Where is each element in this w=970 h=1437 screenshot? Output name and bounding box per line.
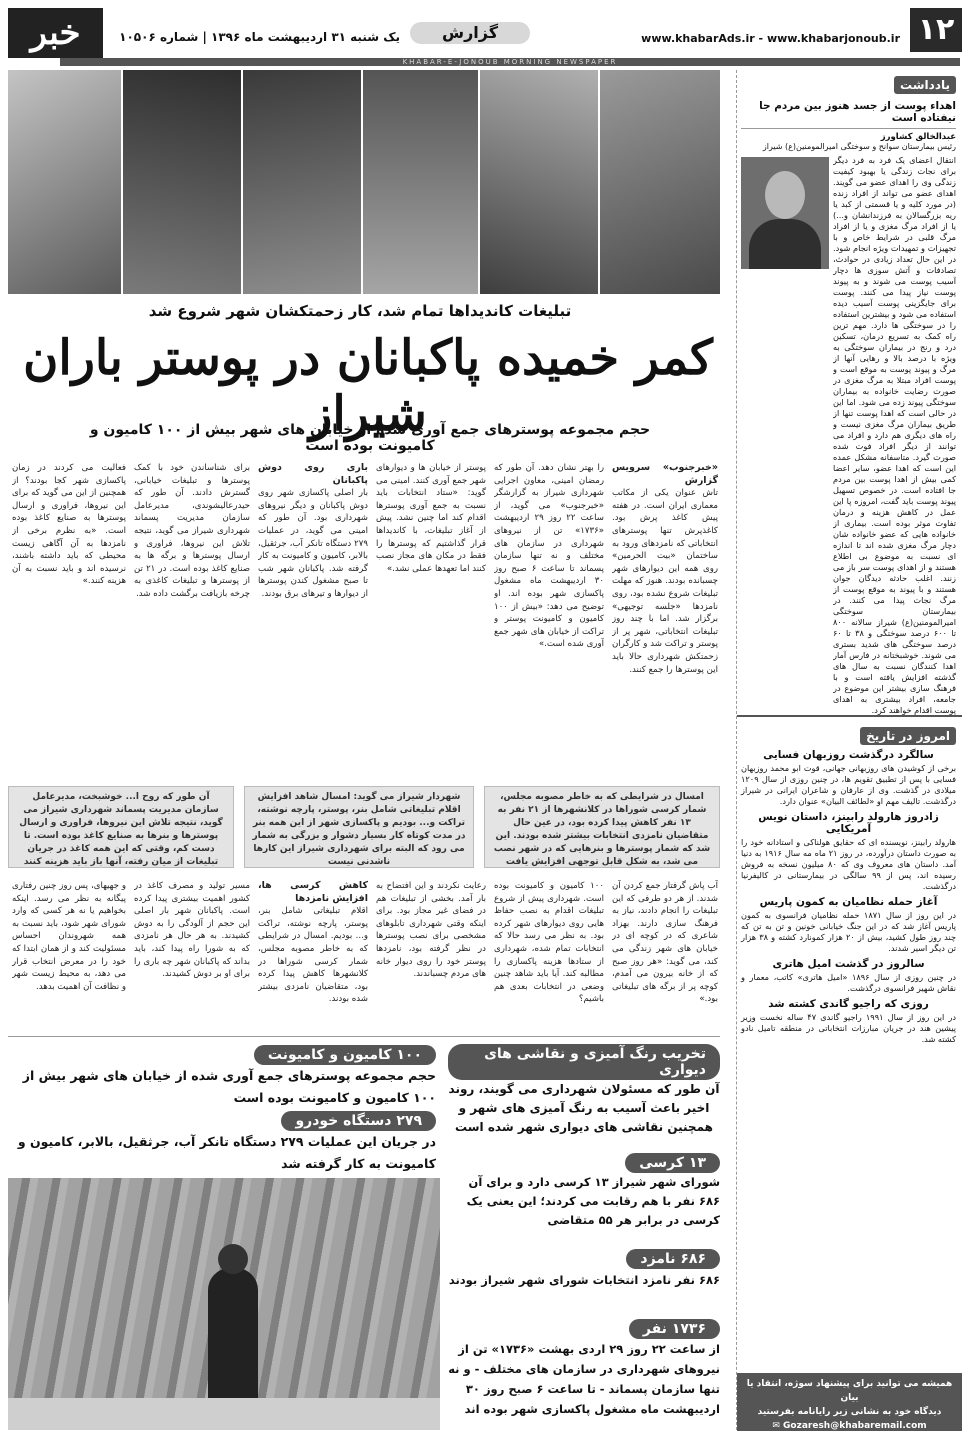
history-item-title: روزی که راجیو گاندی کشته شد [768,998,929,1010]
info-box-text: حجم مجموعه پوسترهای جمع آوری شده از خیابان های شهر بیش از ۱۰۰ کامیون و کامیونت بوده است [22,1068,436,1105]
article-column [12,462,126,762]
contact-email[interactable] [737,1419,962,1433]
contact-line-1: همیشه می توانید برای پیشنهاد سوژه، انتقاد یا بیان [746,1379,953,1403]
info-box [448,1044,720,1134]
street-photo [6,70,121,294]
column-text: رعایت نکردند و این افتضاح به بار آمد. بخشی از تبلیغات هم در فضای غیر مجاز بود. برای اینکه وقتی شهرداری تابلوهای مشخصی برای نصب پوسترها در نظر گرفته بود، نامزدها پوستر خود را روی دیوار خانه های مردم چسباندند. [376,881,486,980]
note-author-role: رئیس بیمارستان سوانح و سوختگی امیرالمومنین(ع) شیراز [762,142,956,151]
street-photo [121,70,241,294]
column-text: مسیر تولید و مصرف کاغذ در کشور اهمیت بیشتری پیدا کرده است. پاکبانان شهر بار اصلی این حجم از آلودگی را به دوش کشیدند. به هر حال هر نامزدی که به شورا راه پیدا کند، باید بداند که پاکبانان شهر چه باری را برای او بر دوش کشیدند. [134,881,250,980]
envelope-icon: ✉ [772,1421,784,1431]
info-box-text: از ساعت ۲۲ روز ۲۹ اردی بهشت «۱۷۳۶» تن از نیروهای شهرداری در سازمان های مختلف - و نه تنها سازمان پسماند - تا ساعت ۶ صبح روز ۳۰ اردیبهشت ماه مشغول پاکسازی شهر بوده اند [448,1342,720,1416]
history-item-title: سالروز در گذشت امیل هاتری [772,958,925,970]
history-item [741,896,956,954]
info-box-label: ۱۰۰ کامیون و کامیونت [254,1045,436,1065]
column-subhead: باری روی دوش پاکبانان [258,462,368,486]
column-text: و جهیهای، پس روز چنین رفتاری پیگانه به نظر می رسد. اینکه بخواهیم یا نه هر کسی که وارد شورای شهر شود، باید نسبت به همه شهروندان احساس مسئولیت کند و از همان ابتدا که خود را در معرض انتخاب قرار می دهد، به محیط زیست شهر و نظافت آن اهمیت بدهد. [12,881,126,992]
masthead-subbar: KHABAR-E-JONOUB MORNING NEWSPAPER [60,58,960,66]
column-text: ۱۰۰ کامیون و کامیونت بوده است. شهرداری پیش از شروع تبلیغات اقدام به نصب حفاظ هایی روی دیوارهای شهر کرده بود. به نظر می رسد حالا که انتخابات تمام شده، شهرداری از ستادها هزینه پاکسازی را مطالبه کند. آیا باید شاهد چنین وضعی در انتخابات بعدی هم باشیم؟ [494,881,604,1005]
history-item-title: سالگرد درگذشت روزبهان فسایی [763,749,934,761]
callout-quote: امسال در شرایطی که به خاطر مصوبه مجلس، شمار کرسی شوراها در کلانشهرها از ۲۱ نفر به ۱۳ نفر کاهش پیدا کرده بود، در عین حال متقاضیان نامزدی انتخابات بیشتر شده بودند. این شد که شمار پوسترها و بنرهایی که در شهر نصب می شد، به شکل قابل توجهی افزایش یافت [484,786,720,868]
column-text: فعالیت می کردند در زمان پاکسازی شهر کجا بودند؟ از همچنین از این می گوید که برای این نیروها، فراوری و ارسال پوسترها به صنایع کاغذ بوده است. «به نظرم برخی از نامزدها به آن آگاهی زیست محیطی که باید داشته باشند، نرسیده اند و باید نسبت به آن هزینه کنند.» [12,463,126,587]
history-item [741,749,956,807]
history-item-title: زادروز هارولد رابینز، داستان نویس آمریکایی [758,811,939,835]
info-box [448,1318,720,1428]
history-item-body: در این روز از سال ۱۸۷۱ حمله نظامیان فرانسوی به کمون پاریس آغاز شد که در این جنگ خیابانی خونین و تن به تن که چند روز طول کشید، بیش از ۲۰ هزار کمونارد کشته و ۳۸ هزار تن دیگر اسیر شدند. [741,910,956,953]
note-body: انتقال اعضای یک فرد به فرد دیگر برای نجات زندگی یا بهبود کیفیت زندگی وی را اهدای عضو می گویند. اهدای عضو می تواند از افراد زنده (در مورد کلیه و یا قسمتی از کبد یا ریه بزرگسالان به فرزندانشان و...) یا از افراد مرگ مغزی و یا از افراد مرگ قلبی در شرایط خاص و با تجهیزات و تمهیدات ویژه انجام شود. در این حال تعداد زیادی در حوادث، تصادفات و آتش سوزی ها دچار آسیب پوست می شوند و به پیوند پوست نیاز پیدا می کنند. پوست برای جایگزینی پوست آسیب دیده استفاده می شود و بیشترین استفاده را در سوختگی ها دارد. مهم ترین راه کمک به تسریع درمان، تسکین درد و رنج در بیماران سوختگی به ویژه با درصد بالا و رهایی آنها از مرگ و پیوند پوست به موقع است و پوست افراد مبتلا به مرگ مغزی در صورت رضایت خانواده به بیماران سوختگی پیوند زده می شود. اما این در حالی است که اهدا پوست تنها از طریق بیماران مرگ مغزی نیست و راه های دیگری هم دارد و افراد می توانند از دیگر افراد فوت شده صورت گیرد. متاسفانه مشکل عمده این است که اهدا عضو، سایر اعضا کمی بیش از اهدا پوست بین مردم جا افتاده است. در خصوص تسهیل پیوند پوست باید گفت، امروزه پا این عمل در کاهش هزینه و درمان تفاوت موثر بوده است. بیماری از خانواده هایی که عضو خانواده شان دچار مرگ مغزی شده اند تا اندازه ای نسبت به موضوع بی اطلاع هستند و از اهدای پوست سر باز می زنند. اغلب حادثه دیدگان جوان هستند و با پیوند به موقع پوست از مرگ نجات پیدا می کنند. در بیمارستان سوختگی امیرالمومنین(ع) شیراز سالانه ۸۰۰ تا ۶۰۰ درصد سوختگی و ۳۸ تا ۶۰ درصد سوختگی های شدید بستری می شوند. خوشبختانه در فارس آمار اهدا کنندگان نسبت به سال های گذشته افزایش یافته است و با فرهنگ سازی بیشتر این موضوع در جامعه، افراد بیشتری به اهدای پوست اقدام خواهند کرد. [833,155,956,715]
history-item-body: هارولد رابینز، نویسنده ای که حقایق هولناکی و استادانه خود را به صورت داستان درآورده، در روز ۲۱ ماه مه سال ۱۹۱۶ به دنیا آمد. داستان های معروف وی که ۸۰ میلیون نسخه به فروش رسیده اند، پس از ۹۹ سالگی در بیمارستانی در کالیفرنیا درگذشت. [741,837,956,891]
photo-strip [8,70,720,294]
callout-quote: شهردار شیراز می گوید: امسال شاهد افزایش اقلام تبلیغاتی شامل بنر، پوستر، پارچه نوشته، تراکت و... بودیم و پاکسازی شهر از این همه بنر در مدت کوتاه کار بسیار دشوار و بزرگی به شمار می رود که البته برای شهرداری شیراز این کارها ناشدنی نیست [244,786,474,868]
article-column [494,462,604,762]
history-item [741,998,956,1045]
article-column [134,880,250,1030]
note-section [737,70,962,715]
masthead [0,0,970,64]
info-box [448,1248,720,1298]
contact-line-2: دیدگاه خود به نشانی زیر رایانامه بفرستید [757,1407,942,1417]
author-photo [741,157,829,269]
info-box-label: تخریب رنگ آمیزی و نقاشی های دیواری [448,1044,720,1080]
street-photo [598,70,720,294]
info-box [8,1044,436,1105]
history-item [741,811,956,892]
street-photo [478,70,598,294]
right-sidebar [736,70,962,1430]
street-photo [241,70,361,294]
callout-quote: آن طور که روح ا... خوشبخت، مدیرعامل سازمان مدیریت پسماند شهرداری شیراز می گوید، نتیجه تلاش این نیروها، فراوری و ارسال پوسترها و بنرها به صنایع کاغذ بوده است. تا دست کم، وقتی که این همه کاغذ در جریان تبلیغات از میان رفته، آنها باز باید هزینه کنند [8,786,234,868]
section-tab: گزارش [410,22,530,44]
article-column [612,462,718,762]
issue-date: یک شنبه ۳۱ اردیبهشت ماه ۱۳۹۶ | شماره ۱۰۵۰۶ [119,30,400,44]
history-item-title: آغاز حمله نظامیان به کمون پاریس [759,896,938,908]
subtitle: حجم مجموعه پوسترهای جمع آوری شده از خیابان های شهر بیش از ۱۰۰ کامیون و کامیونت بوده است [89,422,651,454]
street-photo [361,70,478,294]
history-item-body: برخی از کوشیدن های روزبهانی جهانی، قوت ابو محمد روزبهان فسایی با پس از تطبیق تقویم ها، در چنین روزی از سال ۱۲۰۹ میلادی در گذشت. وی از عارفان و شاعران ایرانی در شیراز درگذشت. تالیف مهم او «لطائف البیان» عنوان دارد. [741,763,956,806]
info-box-label: ۶۸۶ نامزد [626,1249,720,1269]
info-box-text: آن طور که مسئولان شهرداری می گویند، روند اخیر باعث آسیب به رنگ آمیزی های شهر و همچنین نقاشی های دیواری شهر شده است [448,1082,720,1134]
kicker: تبلیغات کاندیداها تمام شد، کار زحمتکشان شهر شروع شد [148,302,572,320]
main-headline: کمر خمیده پاکبانان در پوستر باران شیراز [23,330,713,442]
info-box-text: شورای شهر شیراز ۱۳ کرسی دارد و برای آن ۶۸۶ نفر با هم رقابت می کردند؛ این یعنی یک کرسی در برابر هر ۵۵ متقاضی [466,1175,720,1227]
page-number: ۱۲ [910,8,962,52]
history-section [737,715,962,1045]
article-column [134,462,250,762]
column-text: را بهتر نشان دهد. آن طور که رمضان امینی، معاون اجرایی شهرداری شیراز به گزارشگر «خبرجنوب» می گوید، از ساعت ۲۲ روز ۲۹ اردیبهشت «۱۷۳۶» تن از نیروهای شهرداری در سازمان های مختلف و نه تنها سازمان پسماند تا ساعت ۶ صبح روز ۳۰ اردیبهشت ماه مشغول پاکسازی شهر بوده اند. او توضیح می دهد: «بیش از ۱۰۰ کامیون و کامیونت پوستر و تراکت از خیابان های شهر جمع آوری شده است.» [494,463,604,650]
note-label: یادداشت [894,76,956,94]
newspaper-logo: خبر [8,8,103,58]
info-box-label: ۱۷۳۶ نفر [629,1319,720,1339]
column-text: پوستر از خیابان ها و دیوارهای شهر جمع آوری کنند. امینی می گوید: «ستاد انتخابات باید نسبت به جمع آوری پوسترها اقدام کند اما چنین نشد. پیش از آغاز تبلیغات، با کاندیداها قرار گذاشتیم که پوسترها را فقط در مکان های مجاز نصب کنند اما تعهدها عملی نشد.» [376,463,486,574]
info-box [8,1110,436,1171]
info-box-label: ۱۳ کرسی [625,1153,720,1173]
byline: «خبرجنوب» سرویس گزارش [612,462,718,486]
note-title: اهداء پوست از جسد هنوز بین مردم جا نیفتاده است [759,100,956,124]
article-column [612,880,718,1030]
street-sweeper-photo [8,1178,440,1430]
column-text: اقلام تبلیغاتی شامل بنر، پوستر، پارچه نوشته، تراکت و... بودیم. امسال در شرایطی که به خاطر مصوبه مجلس، شمار کرسی شوراها در کلانشهرها کاهش پیدا کرده بود، متقاضیان نامزدی بیشتر شده بودند. [258,906,368,1005]
info-box-label: ۲۷۹ دستگاه خودرو [281,1111,436,1131]
history-item [741,958,956,994]
column-text: بار اصلی پاکسازی شهر روی دوش پاکبانان و دیگر نیروهای شهرداری بود. آن طور که امینی می گوید، در عملیات ۲۷۹ دستگاه تانکر آب، جرثقیل، بالابر، کامیون و کامیونت به کار گرفته شد. پاکبانان شهر شب تا صبح مشغول کندن پوسترها از دیوارها و تیرهای برق بودند. [258,488,368,599]
column-text: تاش عنوان یکی از مکاتب معماری ایران است. در هفته پیش کاغذ پرش بود. کاغذپرش تنها پوسترهای انتخاباتی که نامزدهای ورود به ساختمان «بیت الحرمین» روی همه این دیوارهای شهر چسبانده بودند. هنوز که مهلت تبلیغات شروع نشده بود، روی نامزدها «جلسه توجیهی» برگزار شد. اما با چند روز تبلیغات انتخاباتی، شهر پر از پوستر و تراکت شد و کارگران زحمتکش شهرداری حالا باید این پوسترها را جمع کنند. [612,488,718,675]
article-column [258,462,368,762]
info-box [448,1152,720,1232]
history-item-body: در چنین روزی از سال ۱۸۹۶ «امیل هاتری» کاتب، معمار و نقاش شهیر فرانسوی درگذشت. [741,972,956,993]
contact-email-text[interactable]: Gozaresh@khabaremail.com [783,1421,927,1431]
article-column [258,880,368,1030]
article-column [376,880,486,1030]
info-box-text: در جریان این عملیات ۲۷۹ دستگاه تانکر آب، جرثقیل، بالابر، کامیون و کامیونت به کار گرفته شد [17,1134,436,1171]
article-column [12,880,126,1030]
website-urls[interactable]: www.khabarAds.ir - www.khabarjonoub.ir [641,32,900,45]
article-column [494,880,604,1030]
column-text: آب پاش گرفتار جمع کردن آن شدند. از هر دو طرفی که این تبلیغات را انجام دادند، نیاز به فرهنگ سازی دارند. بهزاد شاعری که در کوچه ای در خیابان های شهر زندگی می کند، می گوید: «هر روز صبح که از خانه بیرون می آمدم، کوچه پر از برگه های تبلیغاتی بود.» [612,881,718,1005]
note-author: عبدالخالق کشاورز [880,132,956,142]
info-box-text: ۶۸۶ نفر نامزد انتخابات شورای شهر شیراز بودند [448,1273,720,1287]
history-item-body: در این روز از سال ۱۹۹۱ راجیو گاندی ۴۷ ساله نخست وزیر پیشین هند در جریان مبارزات انتخاباتی در منطقه تامیل نادو کشته شد. [741,1012,956,1044]
history-label: امروز در تاریخ [860,727,956,745]
contact-box [737,1373,962,1431]
divider [8,1036,720,1037]
column-text: برای شناساندن خود با کمک پوسترها و تبلیغات خیابانی، گسترش دادند. آن طور که حیدرعالیشوندی، مدیرعامل سازمان مدیریت پسماند شهرداری شیراز می گوید، نتیجه تلاش این نیروها، فراوری و ارسال پوسترها و برگه ها به صنایع کاغذ بوده است. در ۲۱ تن از پوسترها و تبلیغات کاغذی به چرخه بازیافت برگشت داده شد. [134,463,250,599]
column-subhead: کاهش کرسی ها، افزایش نامزدها [258,880,368,904]
article-column [376,462,486,762]
